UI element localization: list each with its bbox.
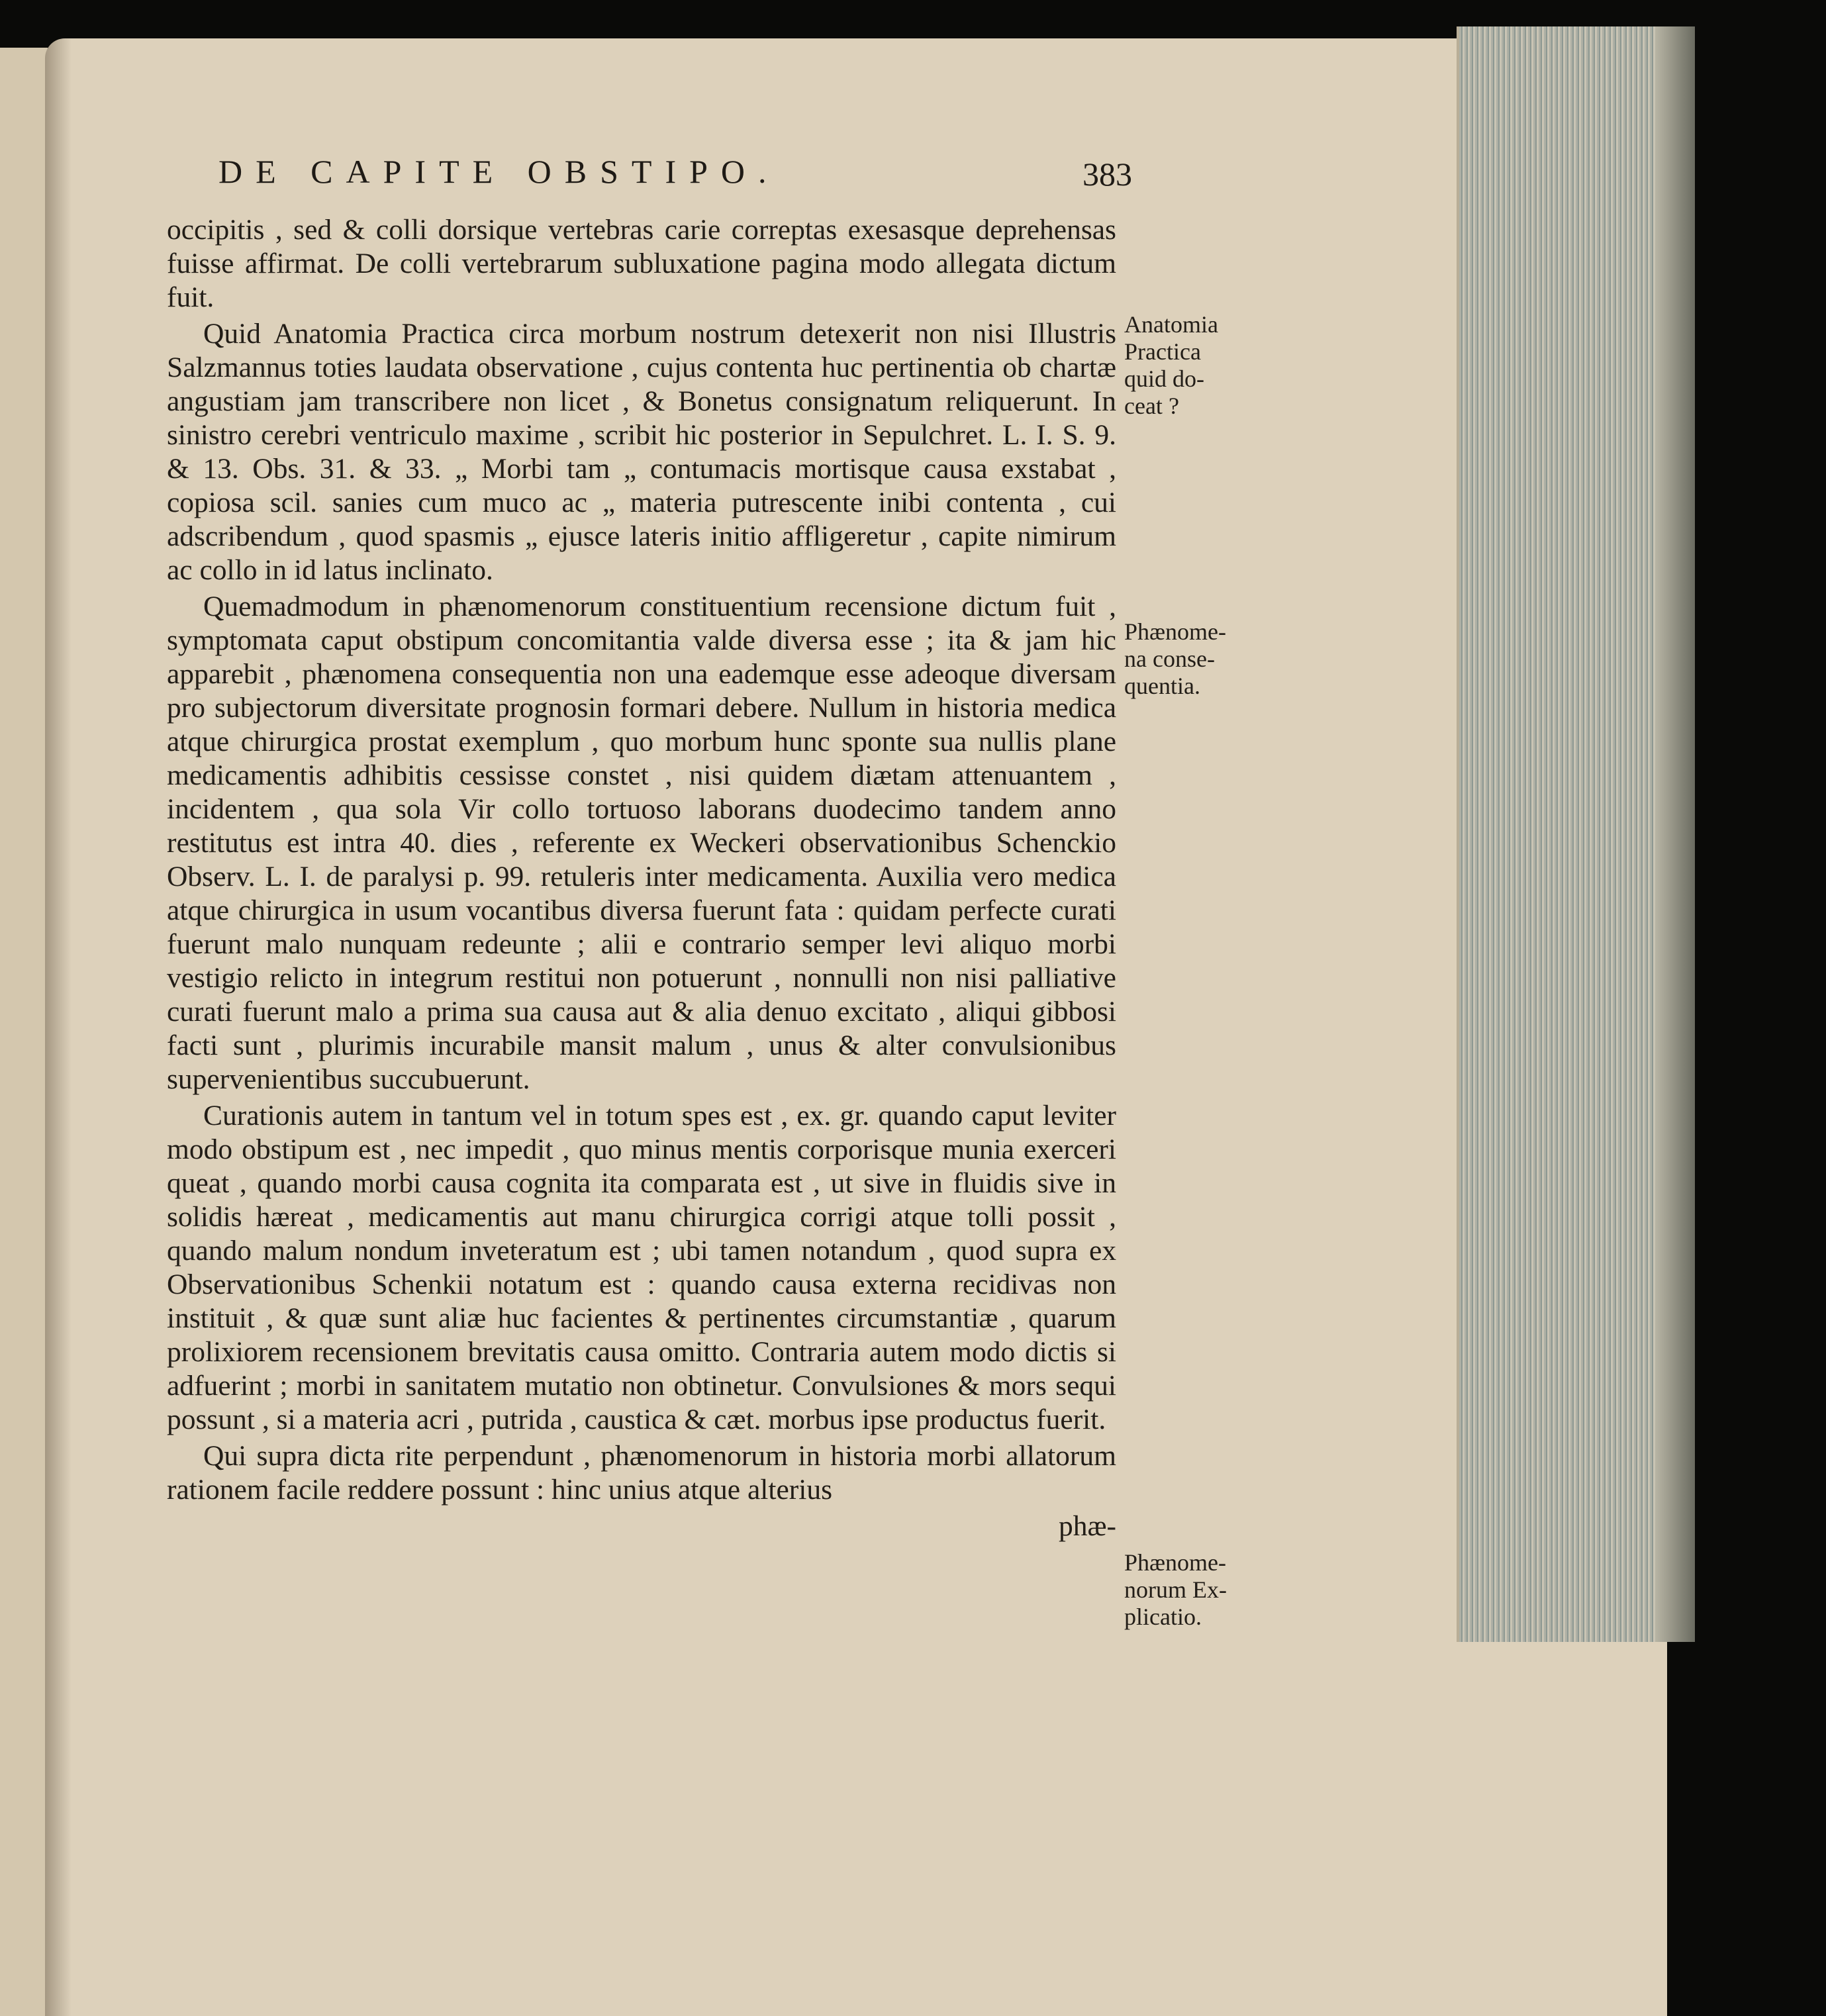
margin-note-explicatio: Phænome- norum Ex- plicatio. [1124, 1549, 1227, 1630]
paragraph: Quemadmodum in phænomenorum constituentium recensione dictum fuit , symptomata caput obstipum concomitantia valde diversa esse ; ita & jam hic apparebit , phænomena consequentia non una eademque esse adeoque diversam pro subjectorum diversitate prognosin formari debere. Nullum in historia medica atque chirurgica prostat exemplum , quo morbum hunc sponte sua nullis plane medicamentis adhibitis cessisse constet , nisi quidem diætam attenuantem , incidentem , qua sola Vir collo tortuoso laborans duodecimo tandem anno restitutus est intra 40. dies , referente ex Weckeri observationibus Schenckio Observ. L. I. de paralysi p. 99. retuleris inter medicamenta. Auxilia vero medica atque chirurgica in usum vocantibus diversa fuerunt fata : quidam perfecte curati fuerunt malo nunquam redeunte ; alii e contrario semper levi aliquo morbi vestigio relicto in integrum restitui non potuerunt , nonnulli non nisi palliative curati fuerunt malo a prima sua causa aut & alia denuo excitato , aliqui gibbosi facti sunt , plurimis incurabile mansit malum , unus & alter convulsionibus supervenientibus succubuerunt. [167, 591, 1116, 1095]
page-header [218, 152, 1132, 205]
previous-page-edge [0, 48, 48, 2016]
body-text [167, 213, 1116, 1546]
page-number: 383 [1082, 156, 1132, 193]
gutter-shadow [45, 38, 72, 2016]
margin-note-anatomia: Anatomia Practica quid do- ceat ? [1124, 311, 1218, 419]
paragraph: occipitis , sed & colli dorsique vertebras carie correptas exesasque deprehensas fuisse affirmat. De colli vertebrarum subluxatione pagina modo allegata dictum fuit. [167, 214, 1116, 313]
book-fore-edge [1655, 26, 1695, 1642]
paragraph: Curationis autem in tantum vel in totum spes est , ex. gr. quando caput leviter modo obstipum est , nec impedit , quo minus mentis corporisque munia exerceri queat , quando morbi causa cognita ita comparata est , ut sive in fluidis sive in solidis hæreat , medicamentis aut manu chirurgica corrigi atque tolli possit , quando malum nondum inveteratum est ; ubi tamen notandum , quod supra ex Observationibus Schenkii notatum est : quando causa externa recidivas non instituit , & quæ sunt aliæ huc facientes & pertinentes circumstantiæ , quarum prolixiorem recensionem brevitatis causa omitto. Contraria autem modo dictis si adfuerint ; morbi in sanitatem mutatio non obtinetur. Convulsiones & mors sequi possunt , si a materia acri , putrida , caustica & cæt. morbus ipse productus fuerit. [167, 1100, 1116, 1435]
margin-note-phaenomena: Phænome- na conse- quentia. [1124, 618, 1227, 699]
catchword: phæ- [1059, 1510, 1116, 1542]
running-title: DE CAPITE OBSTIPO. [218, 153, 780, 190]
paragraph: Quid Anatomia Practica circa morbum nostrum detexerit non nisi Illustris Salzmannus toties laudata observatione , cujus contenta huc pertinentia ob chartæ angustiam jam transcribere non licet , & Bonetus consignatum reliquerunt. In sinistro cerebri ventriculo maxime , scribit hic posterior in Sepulchret. L. I. S. 9. & 13. Obs. 31. & 33. „ Morbi tam „ contumacis mortisque causa exstabat , copiosa scil. sanies cum muco ac „ materia putrescente inibi contenta , cui adscribendum , quod spasmis „ ejusce lateris initio affligeretur , capite nimirum ac collo in id latus inclinato. [167, 318, 1116, 586]
page-edges-stack [1457, 26, 1671, 1642]
paragraph: Qui supra dicta rite perpendunt , phænomenorum in historia morbi allatorum rationem facile reddere possunt : hinc unius atque alterius [167, 1440, 1116, 1506]
